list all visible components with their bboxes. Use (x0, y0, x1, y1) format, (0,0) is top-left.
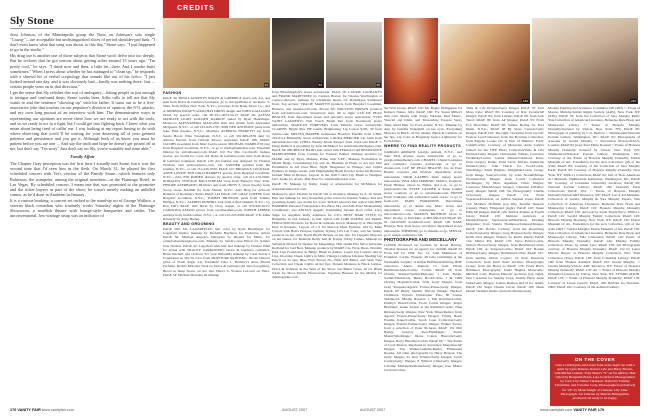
on-the-cover-box (550, 354, 640, 406)
credits-text: from Bloomingdale's stores nationwide. PAGE 56: LAURIE LAURANT'S and FRANK MARTTINEZ by Carmen Branco for Charles Worthington at vogue.com/soon. makeup by Christiana Reyes for Dominique Sanderson from. Top section: TRACIE MARTYN products from Bergdorf Goodman, Barneys, and treasurecom.com. Brown lift: NOLSTON BROWN products from nolstonbrown.com. Strawberry skin: lift to light: CLÉ DE PEAU BEAUTÉ from department stores and specialty stores nationwide. YVES SAINT LAURENT's Full Touch Brush Pen from Nordstrom stores nationwide; MAKE-UP FOREVER's Lash Miracle stores nationwide; CLARINS Bright Plus HP Gentle Brightening Lip Lotion $195, 30 from clarins.com; MELVIN HARPER Gemstones Bourbon Elastine from 1-800-222-0114 Bimonthly stores nationwide; LAURA MERCIER Lip Stain from laurarmercier.com. CHELL Beauty Kiosk Sleeper from bond.com PAGE 7: Doug Rembar is grooming by Sean McMahon for artistlondonbridgepro.com. PAGE 84: MICHELLE HAIR's hair styled with FEKKAI CAP RESISTANCE MANEGENDER from Carmen for Frederic Fekkai. Makeup products by MARK and by Ryan, Makeup Prime with S.P.F., Makeup Foundation in Miami Beige, Conditioning Lip and ok, Blushies in Flush, to Art upt, Diet Prohibition in All Over Blue, Night Sunglasses in Vintage, and Liquid Eyeliner in Jungle Green, with Highlighting Blush Powder in the All Bronzer, Golden Mint in Bronze, Lagoon in the Wall Colors Lip Blush to Designer Girl. Ayako for Aveda. Hair Boss for artdomainlondon.com. (272, 90, 382, 182)
credits-text: PAGE 34: DINA LAURENT'S ROLES & GABRIELE space sub, dot, and skin from Dolce & Gabbana boutiques; go to dolcegabbana.it; necklace, T-Shirt, from Jeffrey New York, N.Y.C.; bracelets from Daisy Dress Co.; and at DIORNIA WRAP'S GOOD HAT DRESS design and JOHN GALLIANO Dress, by special order, call 00-33-1-4073-54-27 PAGE 56: ALESSI MANIZZE LIGHT GOLDEN KARROT suited by Ryan Huntzinger, Monaco's ALESSANDRA MAGGINI shirt and chains from Alexander McQueen, N.Y.C., or call 212-645-1797. MIN NEE ANTHONY pants from Saks Fifth Avenue, N.Y.C.; Martina's ALBERTA FERRETTI top from Searle Boots; Nina Wrangham, N.Y.C. or call 561-686-2676 skirt by Alberta Ferretti, from Christie Moore; elsewhere PAGE 108: MARC JACOBS sweatshirt from Marc Jacobs stores; MICHAEL NAMELESS ring from Bergdorf Goodman, N.Y.C., or go to michaelnameless.com. Elizabeth Dindon for strivinbeauty.com PAGE 110: For Mio Cacchioli's fashion stories, see credits for cover. All Dolce & Gabbana pants suits from Dolce & Gabbana boutiques. PAGE 118: All fashion sets designed by Thomas Wodson; visit anchorselectro.com. J.K. SAWNER pendant from the Jennifer, N.Y.C., or call 212-226-9520, PAGE 122: BRIANA'S COCKTAIL ANNE LOUISE TEH GOLD BARRETT gowns, from Bergdorf Goodman, N.Y.C.; ZAC ESP ROMEO dresses; by special order, call 212-219-5920; RONALD'S VINTAGE BALLSTREAM wrap from Barney's New York, PHILIPE AZERBAIJE's DIANA's suit from DKNY 3, Jason Jewelry from Scoop stores NAOMI for from Shanel, N.Y.C. Alex Berg for Artwork Reunion of Rosemary Petals PAGE 144 PAGE 156: GRAY COFFEE from Bergdorf Goodman, N.Y.C.; TOMMY HILFIGER pants from Tommy Hilfiger, N.Y.C.; ALFRED DUNHILL belt from Alfred Dunhill, N.Y.C.; by Ron Fell's PAGE 160: Dress by Oroq, Aspen, or call 970-925-9215; CAROLINA AMATO gloves from carolinaamato.com. JUDITH LEIBER earrings from Judith Leiber, N.Y.C.; or call 212-223-2999 PAGE 176: Allan Kennedy for Kaay Barber. (163, 96, 270, 221)
credits-column-4 (466, 106, 544, 400)
photo-page-tag: 80 (376, 83, 380, 87)
credits-text: Makeup by Alex Thomas by PAGE 102 at Gianluca. Makeup by A. W. Watts. Hair and makeup by Jerry Rosenthal at the salons for Kaiden, Sakura. hair and grooming details, see credits for cover. SKEAS mercer's hair styled with JEFF HAMMER Personal Transparence Pre-Blow Dry and Anti-Frizz Moisturizing Conditioner; and ANITA'S Angelic Volumizing System Root Lifter. Lucy Snips for Angeline Ruby Adamson for C.P.'s NEXT HAIR STYLE by Benjamin, in fast fashion, as hair styled with LORI WOODS and MARC FERGUSON Products for Dolce & Gabbana Gown. Makeup by A. Burroughs Pure in Rossano, Lagoon of a 6 for Maroon Daze Eyeliner, and by Mme Carroll with Hair's Enrique Jaymes! Styling Lil's Lip Color, and her beauty products on her chin. Naval Beach Bronze on her lips, for Lingerie Mascara on her lashes, for Kenneth Dettly hair & Trendy Sticky Lashes. Makeup by Sebastian Mcleod by Dionne for Maquillage. Hair Oudin Elia Salon Sebastian Rechand for Girl Best. Makeup products by MARE Cle. Wrap Dress, Dorothy Park Lips Foundation in Beige, Blush in Amber, Lopex Lip Lacquer and in Lips. Doorstep Cheek Light's in Mint, Vintage Lyndinas Lifeplan Shading Lip Pencil on its lips, Blue Flux Brown No. Fifth and Ballet, and Skin Tone Collection and Cheek Lights on her lips. Doreen Manassa is Black Latinas, Dolce & Gabbana in the West of the Show. Jon Butler Gloss, all for Black Sarah for Moor Painter Photoscreen. Tagaluxe Beteasa for the Marble for diptmagazine.com. (272, 191, 382, 279)
article-paragraph: I get the sense that Sly relishes this sort of ambiguity—letting people in just enough to intrigue and confound them. Some weeks later, Arlin calls to tell me that Sly wants to and the sentence "showing up" with his father. It turns out to be a free-associative joke that touches on our populace's division of opinion, the 9/11 attacks, and my own long pursuit of an interview with him. The demonstrative ways in representing our opinions are never there how we are ready to act with the tools, and so we ready to act in a fight, but I could get into fighting back. I knew what you mean about being tired of callin' me. I was looking at my report having to do with where observing that you'd 'll be waiting for your deserving all of your greatest patience and persistence and you got it. Although both of us know you must be patient before you are one ... And say the truth and hope he doesn't get pissed off at me, but don't say "I'm sorry" Just don't say no Sly, you're waitable and rinse able." (10, 90, 155, 152)
photo-couple-portrait (532, 18, 638, 104)
credits-text: GIORGIO ARMANI: Giorgio Armani, N.Y.C., and Saks Fifth Avenue stores nationwide; or go to giorgioarmanibeauty.com. CHANEL: Chanel boutiques and cosmetics counters nationwide; or go to chanel.com. CLÉ DE PEAU BEAUTÉ: Cle de Peau Beauté counters and lifestyle department stores nationwide. DIOR LASHES, main luxury stores nationwide; ISSA AND DOMINIC SMALL Products: Fresh Hildaus, where in. Elkins, and L.A., or go to perpleteam.com. ESTEE LAUDER at Estée Lauder stores counters; or go to esteelauder.com. FRESH Fresh boutiques and authorized retail stores; or go to fresh.com. PARIS HARMONIS. Department nationwide, or in dental use. MAC stores and department stores nationwide; or go to maccosmetics.com. MARIO'S BIOTHON Gloss to Marc Jacobs; or find Marc at 800-950-6116 PAGE 90-91 JACKSON nordstrom.com; PAGE 106 NAM: Barneys New York stores and major department stores nationwide. SHISEIDO: go to shiseido.co.jp; SENSAI: go to sensai-cosmetics.com. (384, 149, 462, 237)
photo-page-tag: 184 (522, 99, 528, 103)
website: www.vanityfair.com (41, 408, 75, 412)
section-heading-large: PHOTOGRAPHS AND MISCELLANY (384, 236, 458, 242)
folio-right-date (360, 408, 385, 412)
photo-group (272, 18, 324, 88)
section-heading: WHERE TO FIND REALITY PRODUCTS (384, 144, 461, 149)
cover-box-text: Gina Lollobrigida and Liesel Jolie at the night out with a spirit by Lynn Roberts, Robert Lyle and Barry Brown, with Michel Gomez; Toby Sheer's "S" on fur edition. Hair styled by Benjamin Boris; Lara is Oxford. Photographed by Carl; 4 by Simon Thomson. Styled by Tommy Turrentine, and Caroline Cody. Photographed exclusively for V.F. by Mark Seliger at Chateau, Lily Lake Photograph. All Chateau by Marvin Bellagamba; produced; all ready to be happy. (554, 363, 636, 400)
credits-text: Modern Painting and Sculpture Committee (90.1993) © Estate of Marcus Murphy/Artists Rights Society (ARS), New York. NY (XIX). PAGE 78: from the Collection of Sara Murphy Parm; Yale Collection of American Literature, Beinecke Rare Book and Manuscript Library © Estate of Honoria Murphy Donnelly/licensed by VAGA, New York, NY; PAGE 80: Photograph of painting by C.G. Bertolo © Smithsonian/National Portrait Gallery, Washington, DC; PAGE 82: Photographs of artworks by Gerald Murphy, © Succession Picasso/DACS, London; PAGE 84 (top): Paul Marie Rouault © Estate of Honoria Murphy Donnelly/ licensed by VAGA, New York, NY; Smithsonian/National Portrait Gallery, Washington, DC; Courtesy of the Estate of Honoria Murphy Donnelly; Dallas Museum of Art, Foundation for the Arts Collection, gift of the artist; PAGE 86: Courtesy of the Collection of Sara Murphy Parm; PAGE 90: Courtesy of Honoria Murphy Donnelly, New York, NY; 2006-11 Collection; PAGE 92: Gift of Hon. American Art Museum, Smithsonian Institution, Washington, DC; PAGE 96: Courtesy of Columbia University Archives; PAGE 98: National Portrait Gallery; PAGE 100: Donnelly Paris Collections; PAGE 104: © Estate of Honoria Murphy Donnelly/VAGA/ART Resource, NY; PAGE 112 of Art Museum, Collection of Gerald, Murphy & Sara Murphy Papers, Yale Collection of American Literature, Beinecke Rare Book and Manuscript Library. PAGE 116: Honoria Murphy Donnelly Collection; PAGE 120: Artwork by Sarah Tingle Price, 2006-11, PAGE 122: Gerald Murphy Family Collection; PAGE 128: Honoria Murphy Donnelly, New York, NY; PAGE 132: Dollar Museum of Art, Foundation for the Arts Collection, gift of the artist 1963 © Gerald Murphy; Dallas Museum of Art; PAGE 136: Yale Collection of American Literature, Beinecke Rare Book and Manuscript Library, Yale University; PAGE 140: Estate of Honoria Murphy Donnelly; PAGE 144: Murphy Family Collection. Photo by Adam Lyle; PAGE 150: All Photographs courtesy of Honoria Murphy Donnelly, PAGE 152 by Laura Marcus Rupert at Honoria Murphy Collection, New York Collection (Tate), PAGE 158: from Columbia Library; PAGE 160: from Thomas Ashland; PAGE 162: Gerald Murphy, © Gerald Murphy/VAGA/ ART Resource, NY; Estate of Honoria Murphy Donnelly; PAGE 170: Art © Estate of Honoria Murphy Donnelly/Licensed by VAGA, New York, NY. SYNDICATION. PAGE 176: © Estate of Honoria Murphy Donnelly; PAGE 178: Courtesy of Liesel Carroll; PAGE 180: Barbara Ira Newman, 2002; PAGE 182: Courtesy of the Ashland Gallery. (548, 106, 640, 289)
page-number: 179 (597, 408, 605, 412)
article-title: Sly Stone (10, 15, 54, 27)
article-paragraph: The Chapter Gray perception was the first time I actually met Stone, but it was the second time that I'd seen him in the flesh. On March 31, he played his first scheduled concert with Vet's version of the Family Stone—which features only Robinson, the trumpeter, among the original members—at the Flamingo Hotel, in Las Vegas. By scheduled concert, I mean one that was promoted to the promoter and the ticket buyers as part of the show; he wasn't merely making an unbilled cameo, as he'd done in Anaheim in January. (10, 161, 155, 197)
folio-left-date (282, 408, 307, 412)
magazine-name: VANITY FAIR (17, 408, 41, 412)
article-body (10, 32, 155, 380)
page-number: 176 (10, 408, 17, 412)
title-rule (10, 28, 155, 29)
photo-page-tag: 182 (430, 99, 436, 103)
folio-left (10, 408, 74, 412)
website: www.vanityfair.com (540, 408, 573, 412)
credits-text: Time & Life Pictures/Getty Images PAGE 78: Tom Moss Lyle; PAGE 80: Courtesy of Ray Cerutti/AP Images; PAGE 84: from Liliane; PAGE 88: from Jack Tirrel; PAGE 90: from AP Images; PAGE 93: From Fox Photofiles; PAGE 96: Sabine Hering for Fred Imlen, N.Y.C.; PAGE 98 By Steve Cannon/Getty Images; PAGE 102: The right, clockwise from top left: Frances Lew/Universal; from the Bowman Collection; from Eugene Cooke, (in 'A Year of Dehmar', Eddy' Cahill/Corbis; Courtesy of Mercedes Anda Cabrita Gilbert for the LIFE Photo Collection/Time & Life Pictures/Getty Images; Christopher Wilkes; Lawrence Wodinsky/Corbis; Joanne Manna/Gladstone Press; from Gregory Ranie; Prinz Sarah Jeffries; Katherine Daniel/Corbis; John Harris for Ford/Corbis, WireImage; Mark Hughes; ImageRite/Lexon Group; from Image Source/Corbis; by John Nordell/Image WorldAndron Images; from Corbis Collection Inc/Images; by Marc Agustinis Clinic Images; Lawrence Mandel/Getty Images; Christina DiTullio/ Getty Images; PAGE 108: SG Photography; Charlie Gray/Getty Images; PAGE 112: From Sopranos/Photofest, on Gillian Stephen Jones; PAGE 114: Matthew Hoffman (top left), Jennifer Deutsch (center), Henry Fitzgerald (right), PAGE 120: Susan Ellis/AP Images; PAGE 126: Patrick Rourke at Fourth Gloss; PAGE 130: Melanie Galloway at Dennis/Pioneer Sportswear/AmbioHawk, Morning Magazine; from Valerie Thompson/Jameson/Images. PAGE 136: Robert Cadway; from the Rosenberg Collection/Getty Images; Greg Harrison/Getty Images; Keith Jorel Images; Shutter; by Kevin Mazur; PAGE 142: Mirror Pix; PAGE 155: Steve Ermo/Corbis, Nelson Hoover/Getty Images; from Bettmann/Corbis; PAGE 159: A: Scheers/Corbis; PAGE 163: Bonnie Hollister/Getty Images; Bettmann/Corbis; PAGE 167: from Andrea Dolan Cooper; 10 Paul Petersons Collection; from Pearl Pearl Archive: Photography Group; from the Hotel to PAGE 176: From Harry Baltimore Photography; Paula Hughes Morecamp; Mitchell Cody Duncan Historic Archives (top right), Don Cornelius for Sammy Cope; Jeremy Hays; Anne Snitz/Getty Images; Joshua Reuben and D for Adam, PAGE 182 Sugar Dream Circle; PAGE 185: Mark Daniel Weindel Studio. (bottom: Shutterstock). (466, 106, 544, 293)
credits-banner: CREDITS (163, 0, 229, 18)
section-heading: BEAUTY AND GROOMING (163, 221, 215, 226)
credits-text: COVER Produced on location by Raoul Herzog, Thomas Dawson for an agency for rbsmith. PAGE 52 From DP for VIM, Inc. 12. John Mathieson of Frankfurt, Corbis, Wuerde; 48 Gale Cummings at the Westerkirk Graphic at Ralph Hoffmann/Stiftung BDE collection, Ahern, Ramont Cr from Eileen Hoffmann/Aisle/Corbis; Corbis. PAGE 58 from Claude. Shimon/Stubbs/Photonet; 1 Tom Bergh, Sorlier/Thinkstock, Hinko Bock/Corbis 1 & 1999 Charley Hogarth/Corbis; from Getty Images, from Greg Pasquale/Agence France-Presse/Getty Images; PAGE 60 Henry Denim; Harold Winkle, Heribert Chambers, Francis Christopher Plas; 80 Louisa Shashkova, Martha Roberts; 1 Tim Robbins/Corbis, Prebby's Hotel/Corbis. From Corbis Images; Roger Brammer; Annie Seaton at the Rammer/Corbis; Nina Ribbons/Getty Images; New York Times/Redux; from Agence France-Presse/Getty Images; Trinity Reed; Freddie Kane/Corbis, Sarah Lane Collection/Getty Images; Francis Farmer/Getty Images; Walker Evans; from a selection of Peter Pictures; PAGE 152 Phil Bailey; Gregory Pace/FilmMagic; Kevin Mazur/WireImage; Diane Cohen Hancock/Getty Images; Barry Hundley/Corbis; PAGE 66 © The Estate of Cecil Beaton. Reprinted in Seventeen Magazine/AP Images; Tate Walker/Gamma-Rapho, Emmanuel Rourke. All other photographs by Harry Benson. The Getty Images; 22 Karl Winters/Getty Images; Jacob Conley/Getty Images; 8 Wilfred Chiu/Getty Images; Caroline Maddie/Redferns/Getty Images; Ken Mahar Gordon/Corbis. (384, 243, 462, 372)
photo-page-tag: 56 (318, 83, 322, 87)
credits-column-2 (272, 90, 382, 400)
issue-date: AUGUST 2007 (360, 408, 386, 412)
credits-column-1 (163, 90, 270, 400)
photo-page-tag: 34 (264, 83, 268, 87)
photo-redhead-portrait (384, 18, 438, 104)
credits-text: PAGE 184: Mr. LAGERFELD's hair color by Ryan Huntzinger for Lagerfeld Studio; makeup by Rachelle Hayhurst for Exclusive Artists PAGE 36: Michael Angelo's hairstyles by Dionna for Mario, for orlandoelsewherephotos.com. Makeup by Sandra Jane Elliott for Sandra Jane Studios. PAGE 42: Lagerfeld with hair and makeup by Dionna Wahl for styled with TRACEY ZARKOWER's Dolce & Gabbana cosmetics. Brian Wachtel, and 16 more. For your bimonthly makeup by Carla-Tarvia 2 Foundation in 301.50 color from MOISTURE PAINTING. Nicole Dixon's gloss of Fresh Sugar Lip Treatment Tube 1, Burberry's Rose Bloom Perfume, Kiehl's Moisture Stick by Dolce & Gabbana (all shown together), Blood in Deep Space, on her lips. Here's to Yvonne LeCourt on Yutra. PAGE 54: Michael Montana 40 makeup (163, 227, 270, 277)
credits-column-3 (384, 106, 462, 400)
photo-man-portrait (326, 22, 382, 88)
left-page (0, 0, 162, 420)
credits-text: PAGE 78: Makeup by Kathy Jeung at artistwebsite for McMahon for artistdomainlondon.com. (272, 182, 382, 191)
issue-date: AUGUST 2007 (282, 408, 308, 412)
photo-woman-portrait (163, 18, 270, 88)
photo-fish-still-life (440, 24, 530, 104)
credits-column-5 (548, 106, 640, 354)
article-subhead: Family Affair (70, 154, 95, 160)
cover-box-title: ON THE COVER (574, 357, 616, 362)
article-paragraph: It is a curious booking: a concert set tucked to the stand-up act of George Wallace, a veteran black comedian who routinely works Saturday nights in the Flamingo Showroom, a smallish theater with lounge-style banquettes and tables. The unconventional, low-wattage setup was an indicator of (10, 197, 155, 219)
photo-page-tag: 240 (630, 99, 636, 103)
magazine-name: VANITY FAIR (573, 408, 597, 412)
article-paragraph: His drug use is another one of those subjects that Stone won't delve into too deeply. But he reckons that he got serious about getting sober around 15 years ago. "I'm pretty cool," he says. "I drink now and then, a little bit—beer. And I smoke butts sometimes." When I press about whether he has managed to "clean up," he responds with a shrewd bit of verbal cryptology that sounds like out of his lyrics: "I just looked around one day, and it was obviously bad—hardly was nothing there. Just ... certain people went on in that direction." (10, 53, 155, 89)
folio-right (540, 408, 604, 412)
credits-text: the Wall Group. PAGE 120: Mr. Begin: Philippines for Kakas's Nature Jelly. PAGE 160: For Susan Miller's skin care: Marks with Scipio Saldana, Paul Mauro, Visscial and Klein, and Treasonline Treason Spray Tims, Redd Hair for Ford Artists, N.Y.C. Makeup by Ann by Gemma Wakefield on her eyes. Everything Mascara in Black, on her cheeks, Blush in Carmen; on her lips, Lip Color in Burgundy Jessica Lightsonly for Ford Artists. (384, 106, 462, 144)
section-heading: FASHION (163, 91, 182, 95)
article-paragraph: Jessi Johnson, of the Minneapolis group the Time, on Johnson's solo single "Crazay"—are acceptable but undistinguished slices of period shoulder-pad funk. "I don't even know what that song was about, to this day," Stone says. "I just happened to go in the studio." (10, 32, 155, 53)
